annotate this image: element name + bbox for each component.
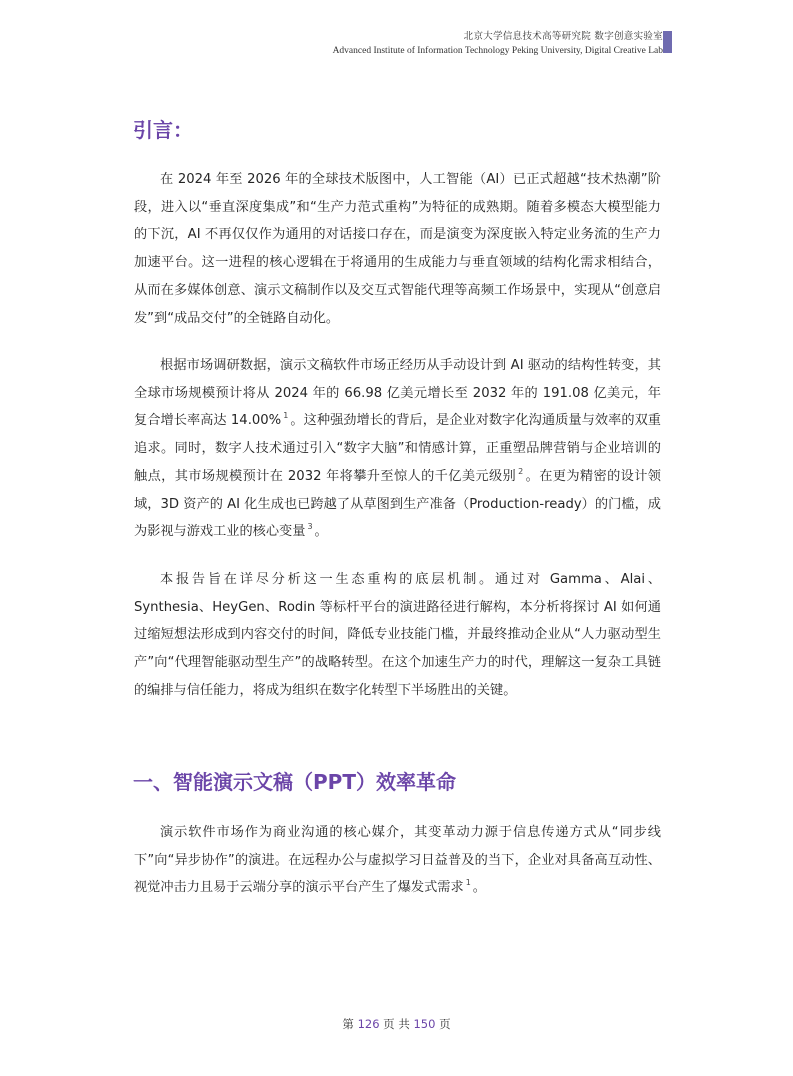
page-footer	[0, 1016, 793, 1032]
total-page-count: 150	[413, 1017, 436, 1031]
footnote-ref: 1	[465, 878, 471, 888]
header-accent-bar	[663, 31, 672, 53]
section-heading-ppt: 一、智能演示文稿（PPT）效率革命	[133, 770, 456, 794]
institute-name-en: Advanced Institute of Information Technology Peking University, Digital Creative Lab	[332, 46, 663, 56]
footer-prefix: 第	[342, 1017, 354, 1031]
paragraph-text: 演示软件市场作为商业沟通的核心媒介，其变革动力源于信息传递方式从“同步线下”向“异步协作”的演进。在远程办公与虚拟学习日益普及的当下，企业对具备高互动性、视觉冲击力且易于云端分享的演示平台产生了爆发式需求	[134, 825, 661, 896]
institute-name-cn: 北京大学信息技术高等研究院 数字创意实验室	[463, 31, 663, 42]
paragraph-text: 。这种强劲增长的背后，是企业对数字化沟通质量与效率的双重追求。同时，数字人技术通过引入“数字大脑”和情感计算，正重塑品牌营销与企业培训的触点，其市场规模预计在 2032 年将攀升至惊人的千亿美元级别	[134, 413, 661, 484]
current-page-number: 126	[357, 1017, 380, 1031]
footnote-ref: 3	[307, 522, 313, 532]
footer-suffix: 页	[439, 1017, 451, 1031]
intro-paragraph-1: 在 2024 年至 2026 年的全球技术版图中，人工智能（AI）已正式超越“技术热潮”阶段，进入以“垂直深度集成”和“生产力范式重构”为特征的成熟期。随着多模态大模型能力的下沉，AI 不再仅仅作为通用的对话接口存在，而是演变为深度嵌入特定业务流的生产力加速平台。这一进程的核心逻辑在于将通用的生成能力与垂直领域的结构化需求相结合，从而在多媒体创意、演示文稿制作以及交互式智能代理等高频工作场景中，实现从“创意启发”到“成品交付”的全链路自动化。	[134, 172, 661, 326]
intro-paragraph-3: 本报告旨在详尽分析这一生态重构的底层机制。通过对 Gamma、Alai、Synthesia、HeyGen、Rodin 等标杆平台的演进路径进行解构，本分析将探讨 AI 如何通过缩短想法形成到内容交付的时间，降低专业技能门槛，并最终推动企业从“人力驱动型生产”向“代理智能驱动型生产”的战略转型。在这个加速生产力的时代，理解这一复杂工具链的编排与信任能力，将成为组织在数字化转型下半场胜出的关键。	[134, 572, 661, 698]
section-paragraph-1	[134, 819, 661, 902]
page-header	[333, 30, 663, 58]
footer-middle: 页 共	[383, 1017, 410, 1031]
paragraph-text: 。	[472, 880, 486, 896]
paragraph-text: 。	[314, 524, 328, 540]
paragraph-text: 。在更为精密的设计领域，3D 资产的 AI 化生成也已跨越了从草图到生产准备（Production-ready）的门槛，成为影视与游戏工业的核心变量	[134, 468, 661, 540]
intro-heading: 引言：	[133, 118, 193, 142]
footnote-ref: 2	[518, 466, 524, 476]
footnote-ref: 1	[283, 411, 289, 421]
intro-paragraph-2	[134, 352, 661, 546]
paragraph-text: 根据市场调研数据，演示文稿软件市场正经历从手动设计到 AI 驱动的结构性转变，其全球市场规模预计将从 2024 年的 66.98 亿美元增长至 2032 年的 191.08 亿美元，年复合增长率高达 14.00%	[134, 358, 661, 429]
